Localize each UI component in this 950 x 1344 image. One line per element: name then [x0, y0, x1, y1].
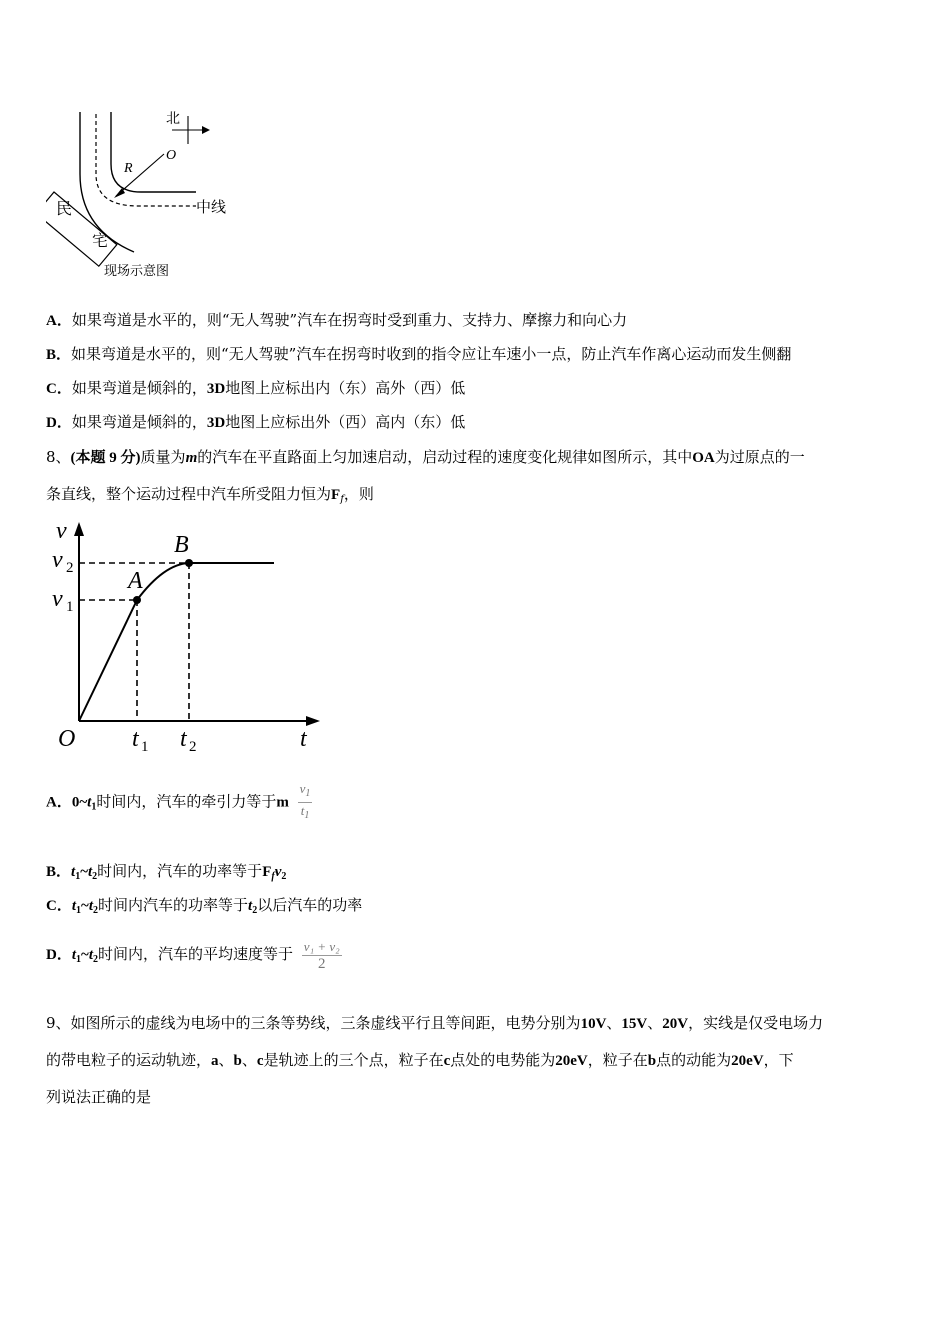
house-label-1: 民 — [56, 201, 73, 218]
point-B-dot — [185, 559, 193, 567]
compass-arrowhead — [202, 126, 210, 134]
v2-sub: 2 — [66, 560, 74, 576]
curve-AB — [137, 563, 189, 600]
v-axis-label: v — [56, 518, 67, 544]
house-label-2: 宅 — [92, 233, 109, 250]
q8-option-c: C．$t_1\sim t_2$时间内汽车的功率等于$t_2$以后汽车的功率 — [46, 896, 363, 916]
q7-option-c: C．如果弯道是倾斜的，3D地图上应标出内（东）高外（西）低 — [46, 379, 466, 397]
q8-option-a: A．$0\sim t_1$时间内，汽车的牵引力等于m $\frac{v_1}{t_1}$ — [46, 781, 312, 828]
radius-label: R — [124, 161, 133, 176]
point-A-dot — [133, 596, 141, 604]
t-axis-label: t — [300, 726, 307, 752]
q8-option-b: B．$t_1\sim t_2$时间内，汽车的功率等于$F_fv_2$ — [46, 862, 287, 882]
t2-sub: 2 — [189, 739, 197, 755]
q7-option-a: A．如果弯道是水平的，则“无人驾驶”汽车在拐弯时受到重力、支持力、摩擦力和向心力 — [46, 311, 628, 329]
q7-option-d: D．如果弯道是倾斜的，3D地图上应标出外（西）高内（东）低 — [46, 413, 466, 431]
road-diagram — [46, 104, 246, 284]
north-label: 北 — [166, 112, 180, 127]
q9-line2: 的带电粒子的运动轨迹，a、b、c是轨迹上的三个点，粒子在c点处的电势能为20eV，粒子在b点的动能为20eV，下 — [46, 1051, 794, 1069]
point-B-label: B — [174, 532, 189, 558]
q7-option-b: B．如果弯道是水平的，则“无人驾驶”汽车在拐弯时收到的指令应让车速小一点，防止汽车作离心运动而发生侧翻 — [46, 345, 792, 363]
v1-sub: 1 — [66, 599, 74, 615]
v2-label: v — [52, 547, 63, 573]
t1-sub: 1 — [141, 739, 149, 755]
center-label: O — [166, 148, 177, 163]
q9-line1: 9、如图所示的虚线为电场中的三条等势线，三条虚线平行且等间距，电势分别为10V、15V、20V，实线是仅受电场力 — [46, 1014, 824, 1032]
road-inner-edge — [111, 112, 196, 192]
t2-label: t — [180, 726, 187, 752]
origin-label: O — [58, 726, 76, 752]
point-A-label: A — [128, 568, 143, 594]
q8-stem-line2: 条直线，整个运动过程中汽车所受阻力恒为$F_f$，则 — [46, 485, 374, 505]
v-axis-arrow — [74, 522, 84, 536]
figure-caption: 现场示意图 — [104, 263, 170, 278]
q8-stem-line1: 8、(本题 9 分)质量为m的汽车在平直路面上匀加速启动，启动过程的速度变化规律如图所示，其中OA为过原点的一 — [46, 448, 805, 466]
v1-label: v — [52, 586, 63, 612]
t1-label: t — [132, 726, 139, 752]
t-axis-arrow — [306, 716, 320, 726]
midline-label: 中线 — [196, 200, 227, 216]
q9-line3: 列说法正确的是 — [46, 1088, 152, 1106]
vt-graph — [46, 518, 336, 758]
fraction-average-velocity: $\frac{\text{v₁ + v₂}}{2}$ — [303, 938, 340, 972]
fraction-v1-over-t1: $\frac{v_1}{t_1}$ — [299, 781, 311, 821]
segment-OA — [79, 600, 137, 721]
q8-option-d: D．$t_1\sim t_2$时间内，汽车的平均速度等于 $\frac{\text{v₁ + v₂}}{2}$ — [46, 938, 340, 972]
